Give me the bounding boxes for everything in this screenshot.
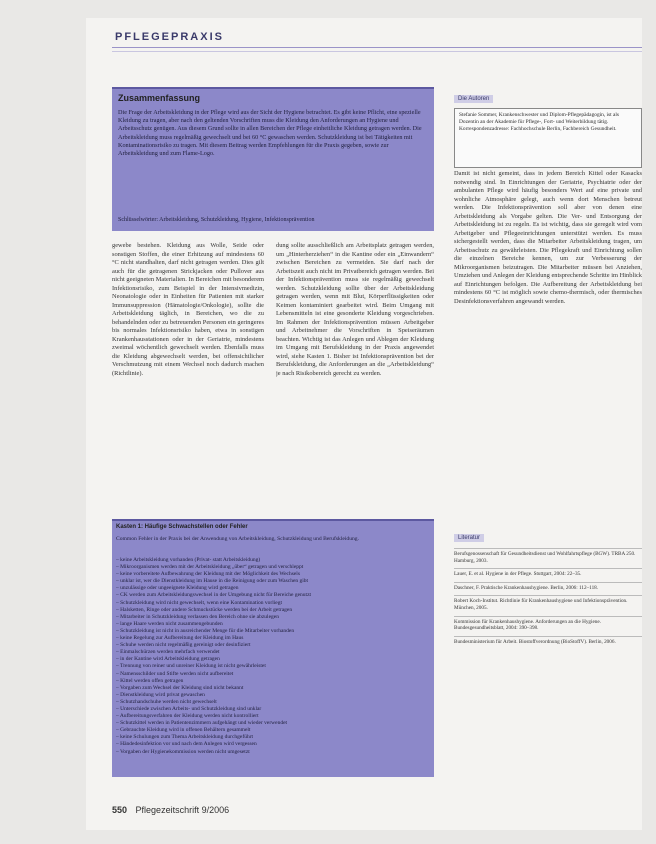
summary-keywords: Schlüsselwörter: Arbeitskleidung, Schutzkleidung, Hygiene, Infektionsprävention <box>118 217 315 223</box>
kasten-list-item: – Einmalschürzen werden mehrfach verwendet <box>116 649 220 656</box>
kasten-list-item: – Dienstkleidung wird privat gewaschen <box>116 691 205 698</box>
kasten-list <box>116 557 430 756</box>
kasten-list-item: – Schutzkleidung wird nicht gewechselt, wenn eine Kontamination vorliegt <box>116 599 283 606</box>
literature-item: Robert Koch-Institut. Richtlinie für Krankenhaushygiene und Infektionsprävention. München, 2005. <box>454 595 642 611</box>
kasten-list-item: – lange Haare werden nicht zusammengebunden <box>116 620 223 627</box>
kasten-list-item: – Aufbereitungsverfahren der Kleidung werden nicht kontrolliert <box>116 713 259 720</box>
kasten-list-item: – Unterschiede zwischen Arbeits- und Schutzkleidung sind unklar <box>116 705 262 712</box>
info-box-kasten-1 <box>112 519 434 777</box>
header-rule-secondary <box>112 51 642 52</box>
authors-box <box>454 87 642 160</box>
kasten-list-item: – unklar ist, wer die Dienstkleidung im Hause in die Reinigung oder zum Waschen gibt <box>116 578 309 585</box>
kasten-list-item: – Trennung von reiner und unreiner Kleidung ist nicht gewährleistet <box>116 663 266 670</box>
kasten-list-item: – Schuhe werden nicht regelmäßig gereinigt oder desinfiziert <box>116 642 251 649</box>
literature-item: Bundesministerium für Arbeit. Biostoffverordnung (BioStoffV). Berlin, 2006. <box>454 636 642 646</box>
literature-item: Kommission für Krankenhaushygiene. Anforderungen an die Hygiene. Bundesgesundheitsblatt, 2004: 390–398. <box>454 616 642 632</box>
kasten-list-item: – keine Regelung zur Aufbereitung der Kleidung im Haus <box>116 635 244 642</box>
literature-item: Daschner, F. Praktische Krankenhaushygiene. Berlin, 2006: 112–118. <box>454 582 642 592</box>
kasten-list-item: – Vorgaben der Hygienekommission werden nicht umgesetzt <box>116 748 250 755</box>
header-rule <box>112 47 642 48</box>
kasten-list-item: – Gebrauchte Kleidung wird in offenen Behältern gesammelt <box>116 727 251 734</box>
authors-label: Die Autoren <box>454 95 493 103</box>
kasten-list-item: – Schutzhandschuhe werden nicht gewechselt <box>116 698 217 705</box>
kasten-list-item: – Namensschilder und Stifte werden nicht aufbereitet <box>116 670 234 677</box>
body-column-1: gewebe bestehen. Kleidung aus Wolle, Seide oder sonstigen Stoffen, die einer Erhitzung auf mindestens 60 °C nicht standhalten, darf nicht getragen werden. Dies gilt auch für die getragenen Strickjacken oder Pullover aus nicht geeigneten Materialien. In Bereichen mit besonderem Infektionsrisiko, zum Beispiel in der Intensivmedizin, Neonatologie oder in Einheiten für Patienten mit starker Immunsuppression (Hämatologie/Onkologie), sollte die Arbeitskleidung täglich, in Bereichen, wo die zu behandelnden oder zu betreuenden Personen ein geringeres bis normales Infektionsrisiko haben, etwa in sonstigen Krankenhausstationen oder in der Geriatrie, mindestens zweimal wöchentlich gewechselt werden. Ebenfalls muss die Kleidung abgewechselt werden, bei offensichtlicher Verschmutzung mit einem Wechsel noch dadurch machen (Richtlinie). <box>112 242 264 377</box>
kasten-list-item: – in der Kantine wird Arbeitskleidung getragen <box>116 656 220 663</box>
kasten-list-item: – Schutzkleidung ist nicht in ausreichender Menge für die Mitarbeiter vorhanden <box>116 627 295 634</box>
kasten-list-item: – Schutzkittel werden in Patientenzimmern aufgehängt und wieder verwendet <box>116 720 288 727</box>
journal-name: Pflegezeitschrift 9/2006 <box>135 805 230 815</box>
kasten-list-item: – Händedesinfektion vor und nach dem Anlegen wird vergessen <box>116 741 257 748</box>
literature-item: Berufsgenossenschaft für Gesundheitsdienst und Wohlfahrtspflege (BGW). TRBA 250. Hamburg, 2003. <box>454 548 642 564</box>
kasten-list-item: – keine Schulungen zum Thema Arbeitskleidung durchgeführt <box>116 734 254 741</box>
kasten-title: Kasten 1: Häufige Schwachstellen oder Fehler <box>116 524 248 530</box>
kasten-list-item: – Mitarbeiter in Schutzkleidung verlassen den Bereich ohne sie abzulegen <box>116 613 279 620</box>
literature-box <box>454 526 642 645</box>
kasten-list-item: – CK werden zum Arbeitskleidungswechsel in der Umgebung nicht für Bereiche genutzt <box>116 592 312 599</box>
kasten-list-item: – keine vorbereitete Aufbewahrung der Kleidung mit der Möglichkeit des Wechsels <box>116 571 300 578</box>
kasten-list-item: – Halsketten, Ringe oder andere Schmuckstücke werden bei der Arbeit getragen <box>116 606 293 613</box>
page-footer <box>112 805 229 815</box>
body-column-3: Damit ist nicht gemeint, dass in jedem Bereich Kittel oder Kasacks notwendig sind. In Einrichtungen der Geriatrie, Psychiatrie oder der ambulanten Pflege wird häufig besonders Wert auf eine private und wohnliche Atmosphäre gelegt, auch wenn dort Menschen betreut werden. Die Infektionsprävention soll aber von denen eine Arbeitskleidung als Vorgabe gelten. Die Ver- und Entsorgung der Arbeitskleidung ist zu regeln. Es ist wichtig, dass sie geregelt wird vom Arbeitgeber und Pflegeeinrichtungen unterstützt werden. Es muss sichergestellt werden, dass die Mitarbeiter Arbeitskleidung tragen, um Arbeitsschutz zu gewährleisten. Die Pflegekraft und Einrichtung sollen die einzelnen Bereiche kennen, um zur Verbesserung der Mikroorganismen beizutragen. Die Mitarbeiter müssen bei Anziehen, Umziehen und Anlegen der Kleidung entsprechende Schritte im Hinblick auf Einrichtungen befolgen. Die Aufbereitung der Arbeitskleidung bei mindestens 60 °C ist möglich sowie chemo-thermisch, oder thermisches Desinfektionsverfahren angewandt werden. <box>454 170 642 305</box>
kasten-list-item: – Kittel werden offen getragen <box>116 677 184 684</box>
kasten-list-item: – keine Arbeitskleidung vorhanden (Privat- statt Arbeitskleidung) <box>116 557 261 563</box>
literature-list <box>454 548 642 645</box>
summary-title: Zusammenfassung <box>118 93 201 103</box>
literature-item: Lauer, E. et al. Hygiene in der Pflege. Stuttgart, 2004: 22–35. <box>454 568 642 578</box>
kasten-list-item: – Vorgaben zum Wechsel der Kleidung sind nicht bekannt <box>116 684 244 691</box>
kasten-list-item: – unzulässige oder ungeeignete Kleidung wird getragen <box>116 585 239 592</box>
page-number: 550 <box>112 805 128 815</box>
kasten-list-item: – Mikroorganismen werden mit der Arbeitskleidung „über“ getragen und verschleppt <box>116 564 304 571</box>
section-title: PFLEGEPRAXIS <box>115 31 224 43</box>
summary-body: Die Frage der Arbeitskleidung in der Pflege wird aus der Sicht der Hygiene betrachtet. Es gibt keine Pflicht, eine spezielle Kleidung zu tragen, aber nach den geltenden Vorschriften muss die Kleidung den Anforderungen an Hygiene und Arbeitsschutz genügen. Aus diesem Grund sollte in allen Bereichen der Pflege einheitliche Kleidung getragen werden. Die Arbeitskleidung muss regelmäßig gewechselt und bei 60 °C gewaschen werden. Schutzkleidung ist bei Tätigkeiten mit Kontaminationsrisiko zu tragen. Mit diesem Beitrag werden Empfehlungen für die Praxis gegeben, sowie zur Arbeitskleidung und zum Flame-Logo. <box>118 109 422 158</box>
kasten-intro: Common Fehler in der Praxis bei der Anwendung von Arbeitskleidung, Schutzkleidung und Berufskleidung. <box>116 536 359 542</box>
body-column-2: dung sollte ausschließlich am Arbeitsplatz getragen werden, um „Hinterherziehen“ in die Kantine oder ein „Einwandern“ zwischen Bereichen zu vermeiden. Sie darf nach der Arbeitszeit auch nicht im Privatbereich getragen werden. Bei der Infektionsprävention muss sie regelmäßig gewechselt werden. Schutzkleidung sollte über der Arbeitskleidung getragen werden, wenn mit Blut, Körperflüssigkeiten oder Keimen kontaminiert gearbeitet wird. Beim Umgang mit Lebensmitteln ist eine gesonderte Kleidung vorgeschrieben. Im Rahmen der Infektionsprävention müssen Arbeitgeber und Arbeitnehmer die Vorschriften in Speiseräumen beachten. Wichtig ist das Anlegen und Ablegen der Kleidung im Umgang mit Berufskleidung in der Praxis angewendet wird, siehe Kasten 1. Bisher ist Infektionsprävention bei der Berufskleidung, die Anforderungen an die „Arbeitskleidung“ je nach Risikobereich gerecht zu werden. <box>276 242 434 377</box>
literature-head: Literatur <box>454 534 484 542</box>
summary-box <box>112 87 434 231</box>
authors-text: Stefanie Sommer, Krankenschwester und Diplom-Pflegepädagogin, ist als Dozentin an der Akademie für Pflege-, Fort- und Weiterbildung tätig. Korrespondenzadresse: Fachhochschule Berlin, Fachbereich Gesundheit. <box>454 108 642 168</box>
